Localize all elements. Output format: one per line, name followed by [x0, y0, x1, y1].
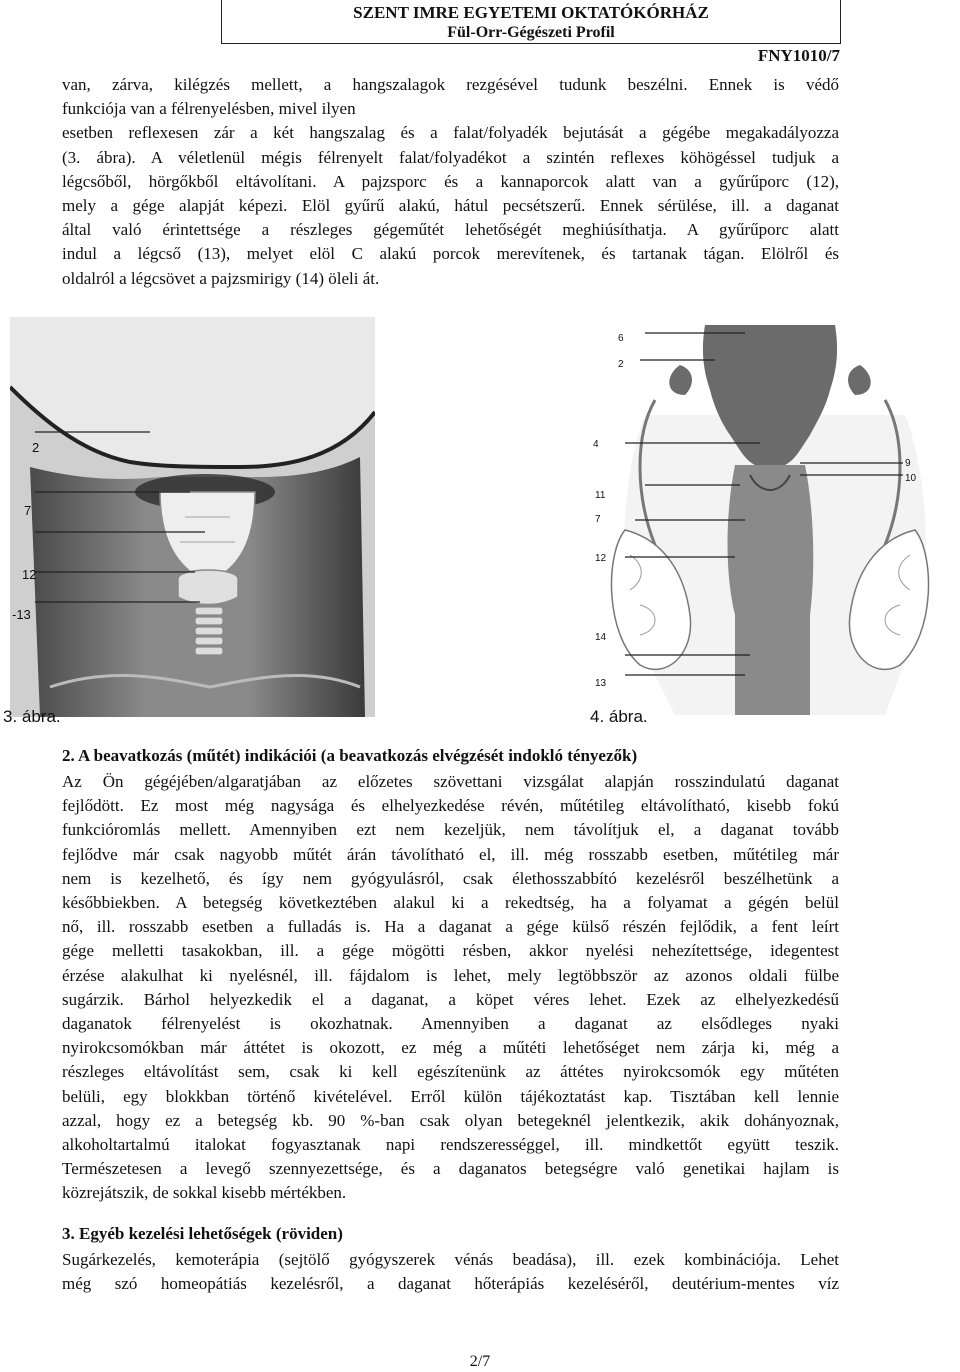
text-line: gége melletti tasakokban, ill. a gége mögötti résben, akkor nyelési nehezítettsége, idegentest: [62, 941, 839, 961]
figure-label: 2: [32, 440, 40, 455]
text-line: érzése alakulhat ki nyelésnél, ill. fájdalom is lehet, mely legtöbbször az azonos oldali fülbe: [62, 965, 839, 985]
intro-paragraph: [62, 73, 839, 291]
text-line: Természetesen a levegő szennyezettsége, és a daganatos betegségre való genetikai hajlam is: [62, 1159, 839, 1179]
figure-3-caption: 3. ábra.: [3, 707, 61, 726]
text-line: azzal, hogy ez a betegség kb. 90 %-ban csak olyan betegeknél jelentkezik, akik dohányoznak,: [62, 1110, 839, 1130]
text-line: nő, ill. rosszabb esetben a fulladás is. Ha a daganat a gége külső részén fejlődik, a fent leírt: [62, 917, 839, 937]
department-name: Fül-Orr-Gégészeti Profil: [447, 24, 615, 41]
text-line: daganatok félrenyelést is okozhatnak. Amennyiben a daganat az elsődleges nyaki: [62, 1014, 839, 1034]
text-line: alkoholtartalmú italokat fogyasztanak napi rendszerességgel, ill. mindkettőt együtt teszik.: [62, 1135, 839, 1155]
figure-label: 7: [24, 503, 32, 518]
text-line: funkcióromlás mellett. Amennyiben ezt nem kezeljük, nem távolítjuk el, a daganat tovább: [62, 820, 839, 840]
text-line: sugárzik. Bárhol helyezkedik el a daganat, a köpet véres lehet. Ezek az elhelyezkedésű: [62, 989, 839, 1009]
text-line: nyirokcsomókban már áttétet is okozott, ez még a műtéti lehetőséget nem zárja ki, még a: [62, 1038, 839, 1058]
document-code: FNY1010/7: [757, 46, 840, 65]
figure-4-caption: 4. ábra.: [590, 707, 648, 726]
text-line: fejlődött. Ez most még nagysága és elhelyezkedése révén, műtétileg eltávolítható, kisebb fokú: [62, 796, 839, 816]
document-header: [221, 0, 841, 44]
figure-label: 14: [595, 632, 607, 643]
larynx-section-illustration: [585, 315, 960, 725]
figure-label: 13: [595, 678, 607, 689]
figure-label: 10: [905, 473, 917, 484]
text-line: légcsőből, hörgőkből eltávolítani. A pajzsporc és a kannaporcok alatt van a gyűrűporc (12),: [62, 171, 839, 191]
text-line: még szó homeopátiás kezelésről, a daganat hőterápiás kezeléséről, deutérium-mentes víz: [62, 1274, 839, 1294]
figure-label: -13: [12, 607, 31, 622]
section-3-title: 3. Egyéb kezelési lehetőségek (röviden): [62, 1224, 343, 1243]
section-2-paragraph: [62, 770, 839, 1206]
text-line: funkciója van a félrenyelésben, mivel ilyen: [62, 99, 356, 119]
figure-label: 12: [22, 567, 37, 582]
text-line: Az Ön gégéjében/algaratjában az előzetes szövettani vizsgálat alapján rosszindulatú daganat: [62, 772, 839, 791]
text-line: oldalról a légcsövet a pajzsmirigy (14) öleli át.: [62, 268, 380, 288]
text-line: nem is kezelhető, és így nem gyógyulásról, csak élethosszabbító kezelésről beszélhetünk a: [62, 868, 839, 888]
figure-label: 4: [593, 439, 599, 450]
text-line: esetben reflexesen zár a két hangszalag és a falat/folyadék bejutását a gégébe megakadályozza: [62, 123, 839, 143]
text-line: indul a légcső (13), melyet elöl C alakú porcok merevítenek, és tartanak tágan. Elölről és: [62, 244, 839, 264]
figure-label: 7: [595, 514, 601, 525]
page-number: 2/7: [469, 1353, 491, 1370]
text-line: későbbiekben. A betegség következtében alakul ki a rekedtség, ha a folyamat a gégén belül: [62, 893, 839, 913]
figure-3-larynx-front-view: [10, 317, 375, 717]
figure-label: 6: [618, 333, 624, 344]
text-line: fejlődve már csak nagyobb műtét árán távolítható el, ill. még rosszabb esetben, műtétileg már: [62, 844, 839, 864]
neck-larynx-illustration: [10, 317, 375, 717]
text-line: Sugárkezelés, kemoterápia (sejtölő gyógyszerek vénás beadása), ill. ezek kombinációja. Lehet: [62, 1250, 839, 1269]
text-line: belüli, egy blokkban történő kivételével. Erről külön tájékoztatást kap. Tisztában kell lennie: [62, 1086, 839, 1106]
text-line: van, zárva, kilégzés mellett, a hangszalagok rezgésével tudunk beszélni. Ennek is védő: [62, 75, 839, 94]
figure-4-larynx-cross-section: [585, 315, 960, 725]
text-line: mely a gége alapját képezi. Elöl gyűrű alakú, hátul pecsétszerű. Ennek sérülése, ill. a daganat: [62, 196, 839, 216]
text-line: közrejátszik, de sokkal kisebb mértékben.: [62, 1183, 347, 1203]
text-line: (3. ábra). A véletlenül mégis félrenyelt falat/folyadékot a szintén reflexes köhögéssel tudjuk a: [62, 147, 839, 167]
figure-label: 12: [595, 553, 607, 564]
section-3-paragraph: [62, 1248, 839, 1296]
figure-label: 2: [618, 359, 624, 370]
text-line: által való érintettsége a részleges gégeműtét lehetőségét meghiúsíthatja. A gyűrűporc alatt: [62, 220, 839, 240]
figure-label: 11: [595, 490, 606, 501]
institution-name: SZENT IMRE EGYETEMI OKTATÓKÓRHÁZ: [353, 3, 709, 22]
text-line: részleges eltávolítást sem, csak ki kell egészítenünk az áttétes nyirokcsomók egy műtéten: [62, 1062, 839, 1082]
figure-label: 9: [905, 458, 911, 469]
section-2-title: 2. A beavatkozás (műtét) indikációi (a beavatkozás elvégzését indokló tényezők): [62, 746, 638, 765]
figures-row: [0, 315, 960, 725]
